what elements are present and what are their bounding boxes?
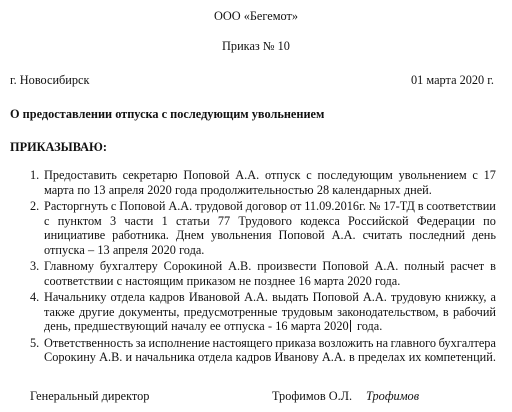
text-cursor xyxy=(350,320,351,332)
order-item xyxy=(10,168,496,197)
order-item-line: отпуска – 13 апреля 2020 года. xyxy=(44,242,205,257)
order-item-line: Сорокину А.В. и начальника отдела кадров Иванову А.А. в пределах их компетенций. xyxy=(44,350,496,364)
order-item xyxy=(10,290,496,334)
order-item xyxy=(10,259,496,288)
order-item-line: Расторгнуть с Поповой А.А. трудовой договор от 11.09.2016г. № 17-ТД в соответствии xyxy=(44,199,496,213)
order-item-line: соответствии с настоящим приказом не позднее 16 марта 2020 года. xyxy=(44,273,401,288)
order-item-line: Начальнику отдела кадров Ивановой А.А. выдать Поповой А.А. трудовую книжку, а xyxy=(44,290,496,304)
order-item-number: 2. xyxy=(30,199,40,213)
order-subject: О предоставлении отпуска с последующим увольнением xyxy=(10,107,325,121)
order-item-number: 1. xyxy=(30,168,40,182)
order-item-line: Предоставить секретарю Поповой А.А. отпуск с последующим увольнением с 17 xyxy=(44,168,496,182)
order-item-number: 3. xyxy=(30,259,40,273)
order-item-number: 5. xyxy=(30,335,40,350)
order-city: г. Новосибирск xyxy=(10,73,90,87)
order-item-line: инициативе работника. Днем увольнения Поповой А.А. считать последний день xyxy=(44,228,496,242)
organization-name: ООО «Бегемот» xyxy=(213,9,298,23)
order-item-line: Ответственность за исполнение настоящего приказа возложить на главного бухгалтера xyxy=(44,335,496,350)
order-item-line: с пунктом 3 части 1 статьи 77 Трудового кодекса Российской Федерации по xyxy=(44,213,496,228)
order-item-number: 4. xyxy=(30,290,40,304)
signatory-name: Трофимов О.Л. xyxy=(272,389,353,403)
signatory-position: Генеральный директор xyxy=(30,389,150,403)
order-items-list xyxy=(10,168,496,367)
order-title: Приказ № 10 xyxy=(222,39,290,53)
order-item-line: день, предшествующий началу ее отпуска - 16 марта 2020 года. xyxy=(44,319,383,333)
order-item-line: Главному бухгалтеру Сорокиной А.В. произвести Поповой А.А. полный расчет в xyxy=(44,259,496,273)
order-item-line: также другие документы, предусмотренные трудовым законодательством, в рабочий xyxy=(44,304,496,319)
order-item xyxy=(10,199,496,257)
handwritten-signature: Трофимов xyxy=(366,389,420,403)
order-date: 01 марта 2020 г. xyxy=(411,73,494,87)
decree-heading: ПРИКАЗЫВАЮ: xyxy=(10,140,107,154)
order-item-line: марта по 13 апреля 2020 года продолжительностью 28 календарных дней. xyxy=(44,182,432,197)
order-item xyxy=(10,336,496,365)
